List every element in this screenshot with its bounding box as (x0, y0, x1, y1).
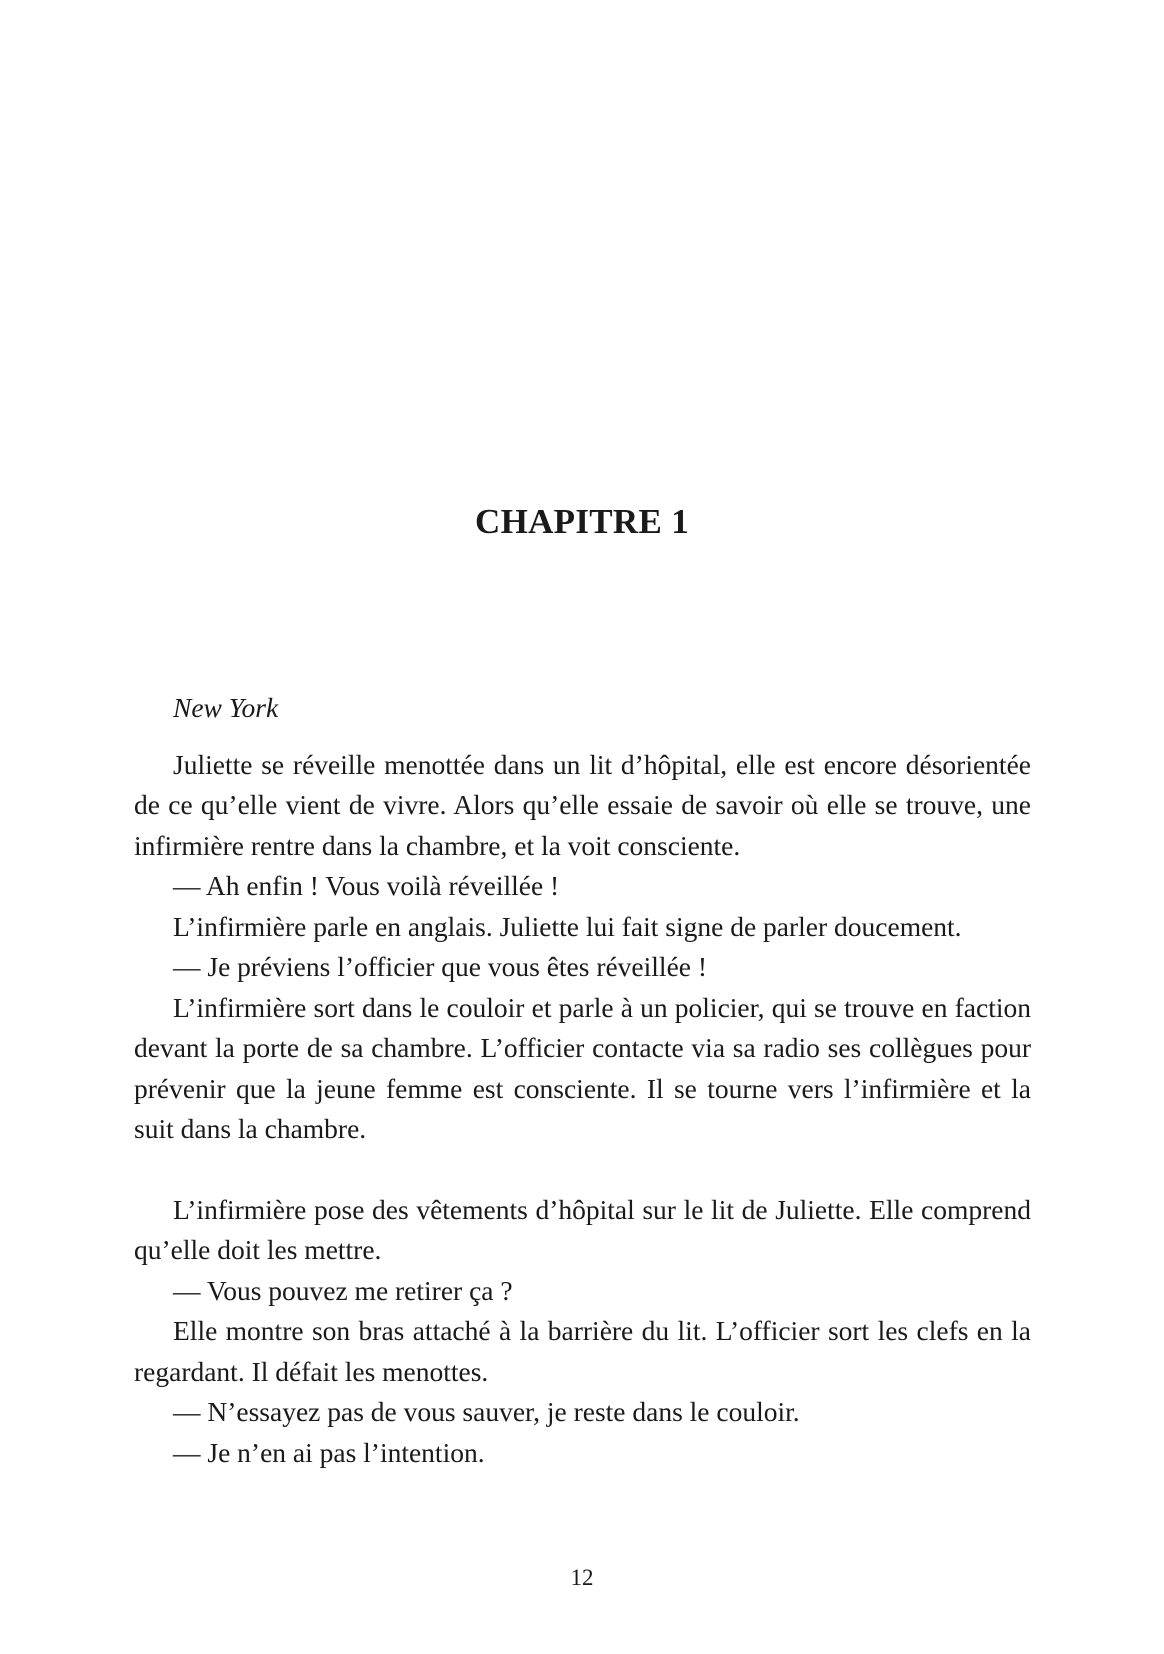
paragraph: Juliette se réveille menottée dans un lit d’hôpital, elle est encore désorientée de ce qu’elle vient de vivre. Alors qu’elle essaie de savoir où elle se trouve, une infirmière rentre dans la chambre, et la voit consciente. (134, 748, 1031, 861)
paragraph: L’infirmière pose des vêtements d’hôpital sur le lit de Juliette. Elle comprend qu’elle doit les mettre. (134, 1193, 1031, 1265)
paragraph: L’infirmière parle en anglais. Juliette lui fait signe de parler doucement. (173, 910, 962, 942)
dialogue-line: — Ah enfin ! Vous voilà réveillée ! (173, 870, 560, 901)
body-text (134, 688, 1031, 1473)
location-heading: New York (173, 692, 279, 723)
chapter-title: CHAPITRE 1 (475, 502, 689, 541)
page-number: 12 (570, 1565, 594, 1590)
dialogue-line: — Vous pouvez me retirer ça ? (173, 1274, 513, 1306)
paragraph: Elle montre son bras attaché à la barrière du lit. L’officier sort les clefs en la regardant. Il défait les menottes. (134, 1315, 1031, 1387)
paragraph: L’infirmière sort dans le couloir et parle à un policier, qui se trouve en faction devant la porte de sa chambre. L’officier contacte via sa radio ses collègues pour prévenir que la jeune femme est consciente. Il se tourne vers l’infirmière et la suit dans la chambre. (134, 991, 1031, 1144)
dialogue-line: — Je n’en ai pas l’intention. (173, 1436, 485, 1468)
dialogue-line: — Je préviens l’officier que vous êtes réveillée ! (173, 951, 708, 982)
dialogue-line: — N’essayez pas de vous sauver, je reste dans le couloir. (173, 1396, 800, 1427)
